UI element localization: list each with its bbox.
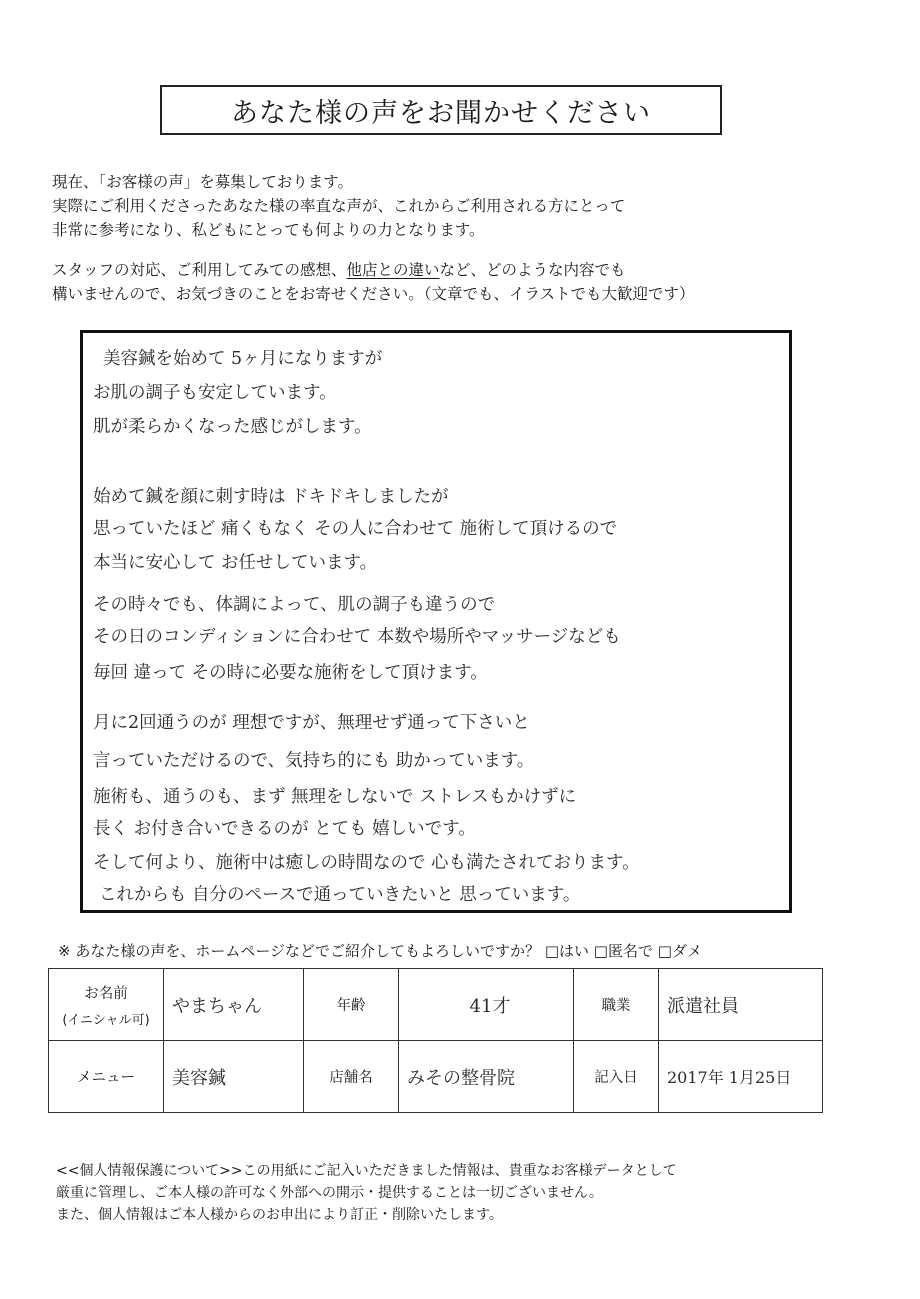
- handwritten-line: 月に2回通うのが 理想ですが、無理せず通って下さいと: [93, 713, 530, 733]
- intro-line: 現在、「お客様の声」を募集しております。: [52, 173, 354, 191]
- free-comment-box[interactable]: [80, 330, 792, 913]
- handwritten-line: これからも 自分のペースで通っていきたいと 思っています。: [99, 885, 581, 905]
- job-label: 職業: [574, 969, 659, 1041]
- age-field[interactable]: 41才: [399, 969, 574, 1041]
- handwritten-line: 言っていただけるので、気持ち的にも 助かっています。: [93, 751, 535, 771]
- intro-text: など、どのような内容でも: [439, 261, 626, 279]
- name-sublabel: (イニシャル可): [62, 1012, 150, 1028]
- menu-label: メニュー: [49, 1041, 164, 1113]
- customer-info-table: [48, 968, 823, 1113]
- privacy-line: また、個人情報はご本人様からのお申出により訂正・削除いたします。: [56, 1207, 503, 1223]
- name-field[interactable]: やまちゃん: [164, 969, 304, 1041]
- handwritten-line: 施術も、通うのも、まず 無理をしないで ストレスもかけずに: [93, 787, 577, 807]
- name-label: お名前: [84, 985, 128, 1002]
- handwritten-line: お肌の調子も安定しています。: [93, 383, 337, 403]
- intro-paragraph-2: [52, 258, 694, 306]
- intro-line: 構いませんので、お気づきのことをお寄せください。（文章でも、イラストでも大歓迎です）: [52, 285, 695, 303]
- age-label: 年齢: [304, 969, 399, 1041]
- intro-line: [52, 258, 694, 282]
- checkbox-no[interactable]: □ダメ: [657, 942, 702, 960]
- page-title: あなた様の声をお聞かせください: [160, 85, 722, 135]
- handwritten-line: 肌が柔らかくなった感じがします。: [93, 417, 372, 437]
- intro-paragraph-1: [52, 170, 625, 242]
- handwritten-line: 思っていたほど 痛くもなく その人に合わせて 施術して頂けるので: [93, 519, 618, 539]
- job-field[interactable]: 派遣社員: [659, 969, 823, 1041]
- privacy-notice: [56, 1160, 677, 1226]
- publication-consent: [58, 940, 702, 961]
- checkbox-anonymous[interactable]: □匿名で: [593, 942, 653, 960]
- handwritten-line: 美容鍼を始めて 5ヶ月になりますが: [103, 349, 383, 369]
- underlined-text: 他店との違い: [346, 261, 440, 279]
- checkbox-yes[interactable]: □はい: [544, 942, 590, 960]
- store-field[interactable]: みその整骨院: [399, 1041, 574, 1113]
- handwritten-line: 長く お付き合いできるのが とても 嬉しいです。: [93, 819, 476, 839]
- name-label-cell: [49, 969, 164, 1041]
- handwritten-line: その日のコンディションに合わせて 本数や場所やマッサージなども: [93, 627, 621, 647]
- handwritten-line: 始めて鍼を顔に刺す時は ドキドキしましたが: [93, 487, 449, 507]
- intro-line: 非常に参考になり、私どもにとっても何よりの力となります。: [52, 221, 485, 239]
- store-label: 店舗名: [304, 1041, 399, 1113]
- consent-question: ※ あなた様の声を、ホームページなどでご紹介してもよろしいですか？: [58, 942, 541, 960]
- handwritten-line: そして何より、施術中は癒しの時間なので 心も満たされております。: [93, 853, 640, 873]
- handwritten-line: 本当に安心して お任せしています。: [93, 553, 378, 573]
- handwritten-line: その時々でも、体調によって、肌の調子も違うので: [93, 595, 496, 615]
- menu-field[interactable]: 美容鍼: [164, 1041, 304, 1113]
- privacy-line: <<個人情報保護について>>この用紙にご記入いただきました情報は、貴重なお客様データとして: [56, 1163, 677, 1179]
- intro-text: スタッフの対応、ご利用してみての感想、: [52, 261, 347, 279]
- privacy-line: 厳重に管理し、ご本人様の許可なく外部への開示・提供することは一切ございません。: [56, 1185, 603, 1201]
- date-label: 記入日: [574, 1041, 659, 1113]
- handwritten-line: 毎回 違って その時に必要な施術をして頂けます。: [93, 663, 488, 683]
- intro-line: 実際にご利用くださったあなた様の率直な声が、これからご利用される方にとって: [52, 197, 626, 215]
- date-field[interactable]: 2017年 1月25日: [659, 1041, 823, 1113]
